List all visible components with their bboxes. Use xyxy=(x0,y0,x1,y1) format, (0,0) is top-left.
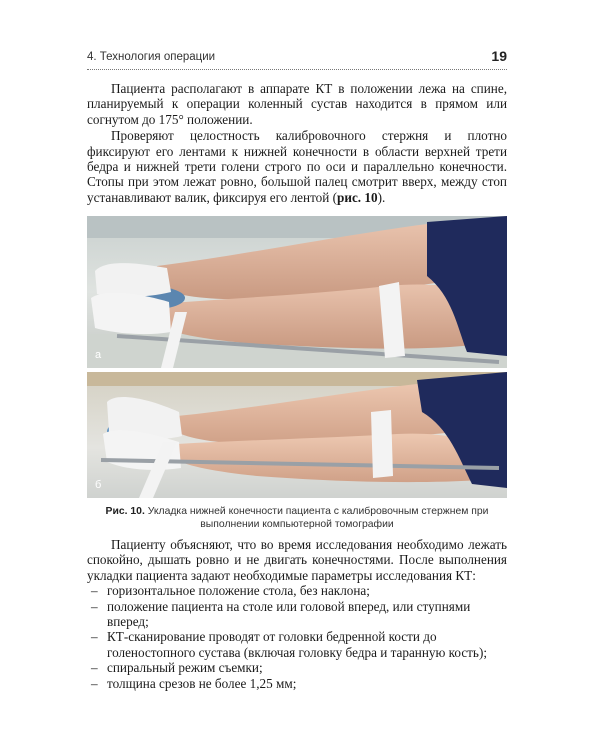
paragraph-instructions: Пациенту объясняют, что во время исследования необходимо лежать спокойно, дышать ровно и не двигать конечностями. После выполнения укладки пациента задают необходимые параметры исследования КТ: xyxy=(87,537,507,583)
running-header xyxy=(87,47,507,70)
list-item-text: толщина срезов не более 1,25 мм; xyxy=(107,675,297,691)
chapter-title: 4. Технология операции xyxy=(87,51,216,63)
list-item xyxy=(87,660,507,675)
strap-thigh xyxy=(371,410,393,478)
sock-upper xyxy=(95,263,171,297)
page-number: 19 xyxy=(491,48,507,64)
leg-photo-b xyxy=(87,372,507,498)
list-dash: – xyxy=(91,583,98,599)
body-text-bottom xyxy=(87,537,507,691)
list-item xyxy=(87,629,507,660)
list-dash: – xyxy=(91,598,98,614)
leg-photo-a xyxy=(87,216,507,368)
list-dash: – xyxy=(91,629,98,645)
figure-caption xyxy=(87,505,507,531)
list-item-text: положение пациента на столе или головой вперед, или ступнями вперед; xyxy=(107,598,471,630)
list-item-text: горизонтальное положение стола, без наклона; xyxy=(107,583,370,599)
list-item-text: КТ-сканирование проводят от головки бедренной кости до голеностопного сустава (включая головку бедра и таранную кость); xyxy=(107,629,488,660)
caption-figure-number: Рис. 10. xyxy=(105,506,145,517)
list-item-text: спиральный режим съемки; xyxy=(107,660,263,676)
list-item xyxy=(87,676,507,691)
list-item xyxy=(87,599,507,630)
list-item xyxy=(87,583,507,598)
figure-reference-close: ). xyxy=(377,189,386,205)
figure-photo-a xyxy=(87,216,507,368)
paragraph-rod-fixation-text: Проверяют целостность калибровочного стержня и плотно фиксируют его лентами к нижней конечности в области верхней трети бедра и нижней трети голени строго по оси и параллельно конечности. Стопы при этом лежат ровно, большой палец смотрит вверх, между стоп устанавливают валик, фиксируя его лентой ( xyxy=(87,128,507,205)
paragraph-rod-fixation xyxy=(87,128,507,205)
list-dash: – xyxy=(91,675,98,691)
list-dash: – xyxy=(91,660,98,676)
caption-text: Укладка нижней конечности пациента с калибровочным стержнем при выполнении компьютерной томографии xyxy=(144,506,489,530)
ct-parameters-list xyxy=(87,583,507,691)
figure-reference[interactable]: рис. 10 xyxy=(337,189,378,205)
paragraph-positioning: Пациента располагают в аппарате КТ в положении лежа на спине, планируемый к операции коленный сустав находится в прямом или согнутом до 175° положении. xyxy=(87,81,507,127)
panel-label-b: б xyxy=(95,479,102,491)
panel-label-a: а xyxy=(95,349,102,361)
body-text-top xyxy=(87,81,507,205)
figure-photo-b xyxy=(87,372,507,498)
